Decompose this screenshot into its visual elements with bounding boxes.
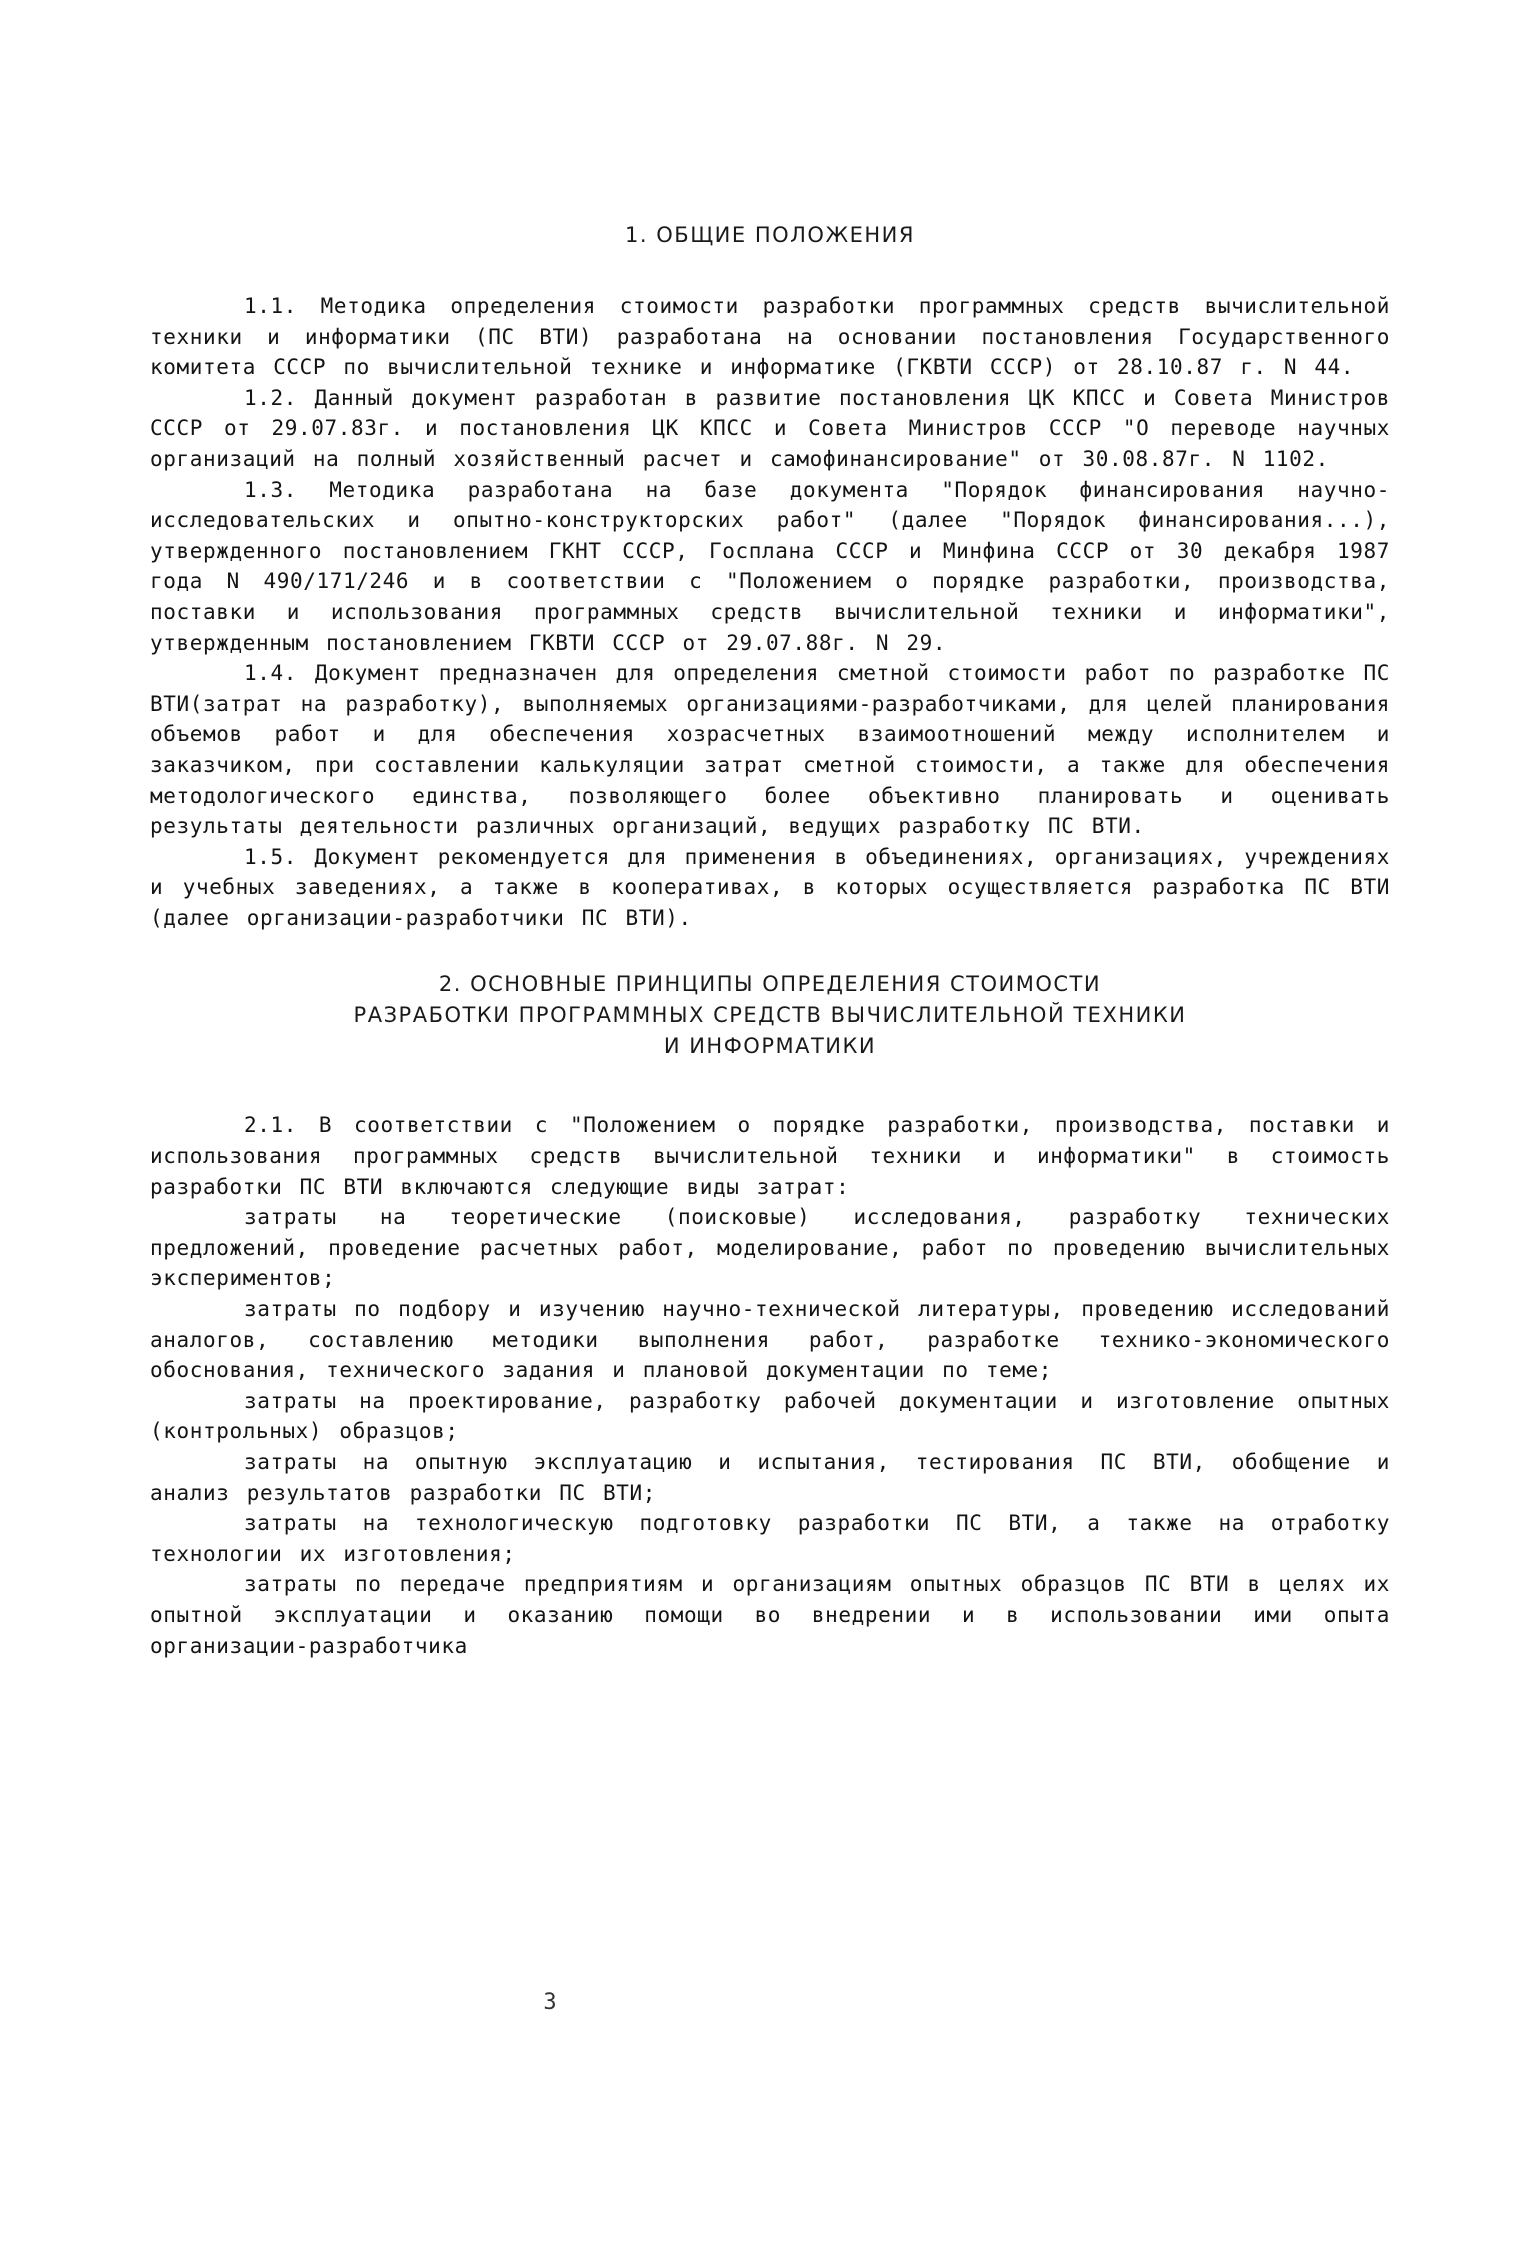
section-2-heading-line: И ИНФОРМАТИКИ: [663, 1034, 877, 1059]
cost-item: затраты на проектирование, разработку рабочей документации и изготовление опытных (контрольных) образцов;: [150, 1388, 1390, 1444]
cost-item: затраты по передаче предприятиям и организациям опытных образцов ПС ВТИ в целях их опытной эксплуатации и оказанию помощи во внедрении и в использовании ими опыта организации-разработчика: [150, 1572, 1390, 1658]
section-2-heading-line: РАЗРАБОТКИ ПРОГРАММНЫХ СРЕДСТВ ВЫЧИСЛИТЕЛЬНОЙ ТЕХНИКИ: [353, 1003, 1187, 1028]
paragraph-1-1: 1.1. Методика определения стоимости разработки программных средств вычислительной техники и информатики (ПС ВТИ) разработана на основании постановления Государственного комитета СССР по вычислительной технике и информатике (ГКВТИ СССР) от 28.10.87 г. N 44.: [150, 294, 1390, 380]
section-2-heading-line: 2. ОСНОВНЫЕ ПРИНЦИПЫ ОПРЕДЕЛЕНИЯ СТОИМОСТИ: [438, 972, 1102, 997]
cost-item: затраты на опытную эксплуатацию и испытания, тестирования ПС ВТИ, обобщение и анализ результатов разработки ПС ВТИ;: [150, 1450, 1390, 1505]
document-body: [150, 220, 1390, 1661]
paragraph-1-5: 1.5. Документ рекомендуется для применения в объединениях, организациях, учреждениях и учебных заведениях, а также в кооперативах, в которых осуществляется разработка ПС ВТИ (далее организации-разработчики ПС ВТИ).: [150, 844, 1390, 930]
paragraph-1-2: 1.2. Данный документ разработан в развитие постановления ЦК КПСС и Совета Министров СССР от 29.07.83г. и постановления ЦК КПСС и Совета Министров СССР "О переводе научных организаций на полный хозяйственный расчет и самофинансирование" от 30.08.87г. N 1102.: [150, 385, 1390, 471]
paragraph-1-4: 1.4. Документ предназначен для определения сметной стоимости работ по разработке ПС ВТИ(затрат на разработку), выполняемых организациями-разработчиками, для целей планирования объемов работ и для обеспечения хозрасчетных взаимоотношений между исполнителем и заказчиком, при составлении калькуляции затрат сметной стоимости, а также для обеспечения методологического единства, позволяющего более объективно планировать и оценивать результаты деятельности различных организаций, ведущих разработку ПС ВТИ.: [150, 661, 1390, 839]
paragraph-2-1: 2.1. В соответствии с "Положением о порядке разработки, производства, поставки и использования программных средств вычислительной техники и информатики" в стоимость разработки ПС ВТИ включаются следующие виды затрат:: [150, 1113, 1390, 1199]
paragraph-1-3: 1.3. Методика разработана на базе документа "Порядок финансирования научно-исследовательских и опытно-конструкторских работ" (далее "Порядок финансирования...), утвержденного постановлением ГКНТ СССР, Госплана СССР и Минфина СССР от 30 декабря 1987 года N 490/171/246 и в соответствии с "Положением о порядке разработки, производства, поставки и использования программных средств вычислительной техники и информатики", утвержденным постановлением ГКВТИ СССР от 29.07.88г. N 29.: [150, 477, 1390, 655]
cost-item: затраты на технологическую подготовку разработки ПС ВТИ, а также на отработку технологии их изготовления;: [150, 1511, 1390, 1566]
cost-item: затраты на теоретические (поисковые) исследования, разработку технических предложений, проведение расчетных работ, моделирование, работ по проведению вычислительных экспериментов;: [150, 1205, 1390, 1291]
section-1-heading: 1. ОБЩИЕ ПОЛОЖЕНИЯ: [625, 223, 915, 247]
section-2-heading: [150, 969, 1390, 1062]
cost-item: затраты по подбору и изучению научно-технической литературы, проведению исследований аналогов, составлению методики выполнения работ, разработке технико-экономического обоснования, технического задания и плановой документации по теме;: [150, 1297, 1390, 1383]
page-number: 3: [543, 1990, 557, 2015]
